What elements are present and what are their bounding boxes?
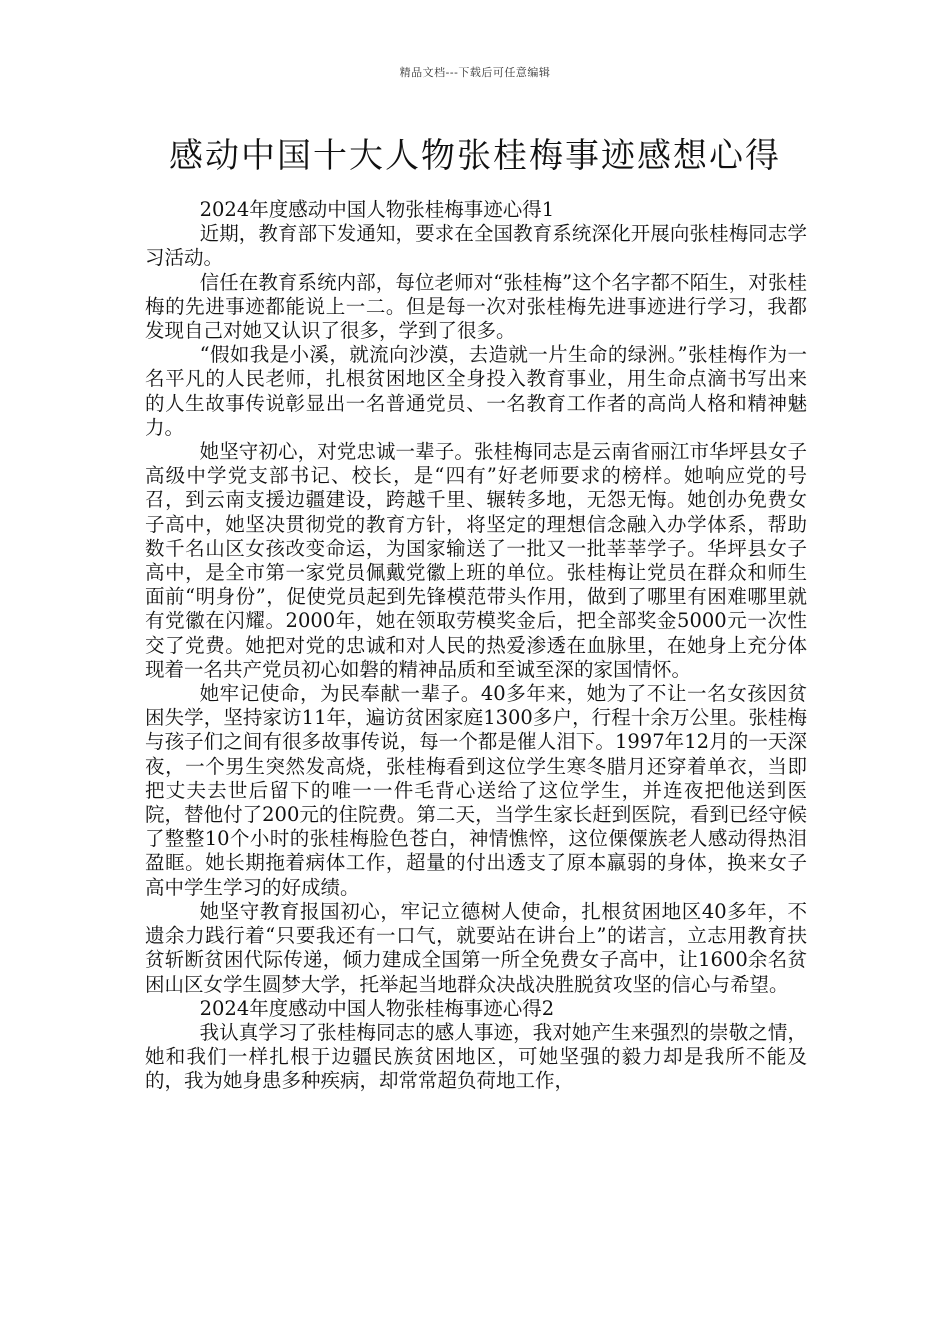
paragraph: 信任在教育系统内部，每位老师对“张桂梅”这个名字都不陌生，对张桂梅的先进事迹都能说上一二。但是每一次对张桂梅先进事迹进行学习，我都发现自己对她又认识了很多，学到了很多。 xyxy=(145,270,807,343)
document-body xyxy=(145,198,807,1094)
paragraph: 我认真学习了张桂梅同志的感人事迹，我对她产生来强烈的崇敬之情，她和我们一样扎根于边疆民族贫困地区，可她坚强的毅力却是我所不能及的，我为她身患多种疾病，却常常超负荷地工作， xyxy=(145,1020,807,1093)
paragraph: 近期，教育部下发通知，要求在全国教育系统深化开展向张桂梅同志学习活动。 xyxy=(145,222,807,270)
paragraph: “假如我是小溪，就流向沙漠，去造就一片生命的绿洲。”张桂梅作为一名平凡的人民老师，扎根贫困地区全身投入教育事业，用生命点滴书写出来的人生故事传说彰显出一名普通党员、一名教育工作者的高尚人格和精神魅力。 xyxy=(145,343,807,439)
header-note: 精品文档---下载后可任意编辑 xyxy=(399,66,551,79)
section-heading-2: 2024年度感动中国人物张桂梅事迹心得2 xyxy=(199,996,555,1020)
document-title: 感动中国十大人物张桂梅事迹感想心得 xyxy=(169,136,781,176)
paragraph: 她坚守教育报国初心，牢记立德树人使命，扎根贫困地区40多年，不遗余力践行着“只要我还有一口气，就要站在讲台上”的诺言，立志用教育扶贫斩断贫困代际传递，倾力建成全国第一所全免费女子高中，让1600余名贫困山区女学生圆梦大学，托举起当地群众决战决胜脱贫攻坚的信心与希望。 xyxy=(145,899,807,996)
paragraph: 她坚守初心，对党忠诚一辈子。张桂梅同志是云南省丽江市华坪县女子高级中学党支部书记、校长，是“四有”好老师要求的榜样。她响应党的号召，到云南支援边疆建设，跨越千里、辗转多地，无怨无悔。她创办免费女子高中，她坚决贯彻党的教育方针，将坚定的理想信念融入办学体系，帮助数千名山区女孩改变命运，为国家输送了一批又一批莘莘学子。华坪县女子高中，是全市第一家党员佩戴党徽上班的单位。张桂梅让党员在群众和师生面前“明身份”，促使党员起到先锋模范带头作用，做到了哪里有困难哪里就有党徽在闪耀。2000年，她在领取劳模奖金后，把全部奖金5000元一次性交了党费。她把对党的忠诚和对人民的热爱渗透在血脉里，在她身上充分体现着一名共产党员初心如磐的精神品质和至诚至深的家国情怀。 xyxy=(145,440,807,681)
paragraph: 她牢记使命，为民奉献一辈子。40多年来，她为了不让一名女孩因贫困失学，坚持家访11年，遍访贫困家庭1300多户，行程十余万公里。张桂梅与孩子们之间有很多故事传说，每一个都是催人泪下。1997年12月的一天深夜，一个男生突然发高烧，张桂梅看到这位学生寒冬腊月还穿着单衣，当即把丈夫去世后留下的唯一一件毛背心送给了这位学生，并连夜把他送到医院，替他付了200元的住院费。第二天，当学生家长赶到医院，看到已经守候了整整10个小时的张桂梅脸色苍白，神情憔悴，这位傈僳族老人感动得热泪盈眶。她长期拖着病体工作，超量的付出透支了原本羸弱的身体，换来女子高中学生学习的好成绩。 xyxy=(145,682,807,899)
section-heading-1: 2024年度感动中国人物张桂梅事迹心得1 xyxy=(199,198,555,221)
